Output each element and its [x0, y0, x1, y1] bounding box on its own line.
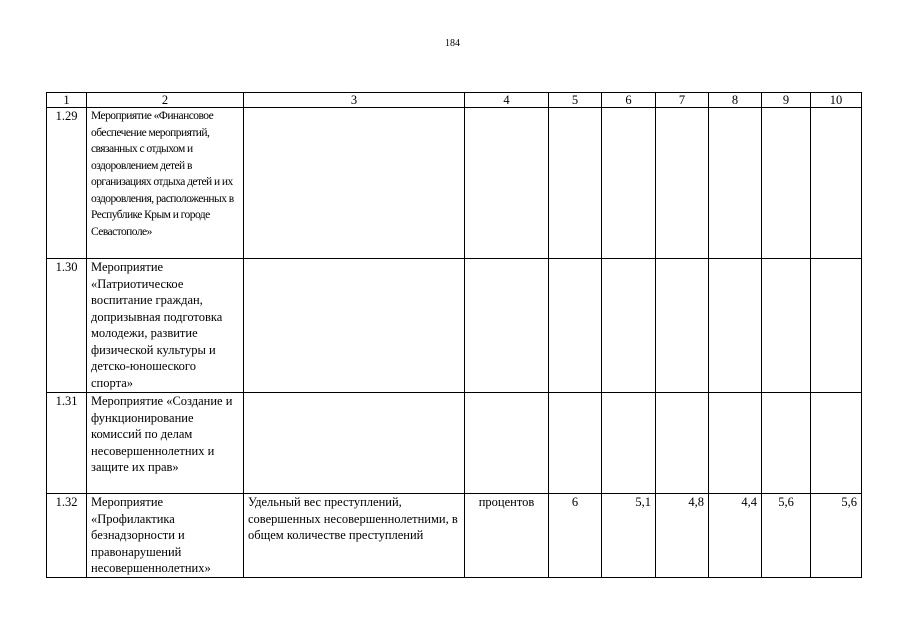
col-header: 9 — [762, 93, 811, 108]
value-cell — [811, 108, 862, 259]
col-header: 6 — [602, 93, 656, 108]
value-cell — [549, 393, 602, 494]
unit-cell — [465, 393, 549, 494]
indicator-cell: Удельный вес преступлений, совершенных несовершеннолетними, в общем количестве преступлений — [244, 494, 465, 578]
table-row — [47, 393, 862, 494]
value-cell — [709, 393, 762, 494]
table-row — [47, 259, 862, 393]
value-cell — [656, 108, 709, 259]
value-cell — [602, 393, 656, 494]
activity-cell: Мероприятие «Создание и функционирование комиссий по делам несовершеннолетних и защите их прав» — [87, 393, 244, 494]
unit-cell — [465, 108, 549, 259]
indicator-table — [46, 92, 862, 578]
indicator-cell — [244, 108, 465, 259]
col-header: 8 — [709, 93, 762, 108]
activity-cell: Мероприятие «Профилактика безнадзорности и правонарушений несовершеннолетних» — [87, 494, 244, 578]
value-cell — [762, 393, 811, 494]
col-header: 10 — [811, 93, 862, 108]
col-header: 2 — [87, 93, 244, 108]
row-number: 1.32 — [47, 494, 87, 578]
unit-cell — [465, 259, 549, 393]
column-number-row — [47, 93, 862, 108]
row-number: 1.30 — [47, 259, 87, 393]
value-cell — [549, 259, 602, 393]
value-cell — [656, 393, 709, 494]
value-cell — [602, 108, 656, 259]
indicator-cell — [244, 393, 465, 494]
value-cell — [762, 108, 811, 259]
table-row — [47, 108, 862, 259]
value-cell — [762, 259, 811, 393]
unit-cell: процентов — [465, 494, 549, 578]
value-cell: 5,1 — [602, 494, 656, 578]
col-header: 7 — [656, 93, 709, 108]
table-row — [47, 494, 862, 578]
col-header: 1 — [47, 93, 87, 108]
row-number: 1.31 — [47, 393, 87, 494]
value-cell — [549, 108, 602, 259]
indicator-cell — [244, 259, 465, 393]
value-cell — [656, 259, 709, 393]
col-header: 5 — [549, 93, 602, 108]
value-cell — [811, 393, 862, 494]
value-cell — [709, 259, 762, 393]
col-header: 4 — [465, 93, 549, 108]
value-cell — [811, 259, 862, 393]
value-cell: 5,6 — [811, 494, 862, 578]
activity-cell: Мероприятие «Финансовое обеспечение мероприятий, связанных с отдыхом и оздоровлением детей в организациях отдыха детей и их оздоровления, расположенных в Республике Крым и городе Севастополе» — [87, 108, 244, 259]
value-cell — [602, 259, 656, 393]
value-cell: 4,8 — [656, 494, 709, 578]
col-header: 3 — [244, 93, 465, 108]
row-number: 1.29 — [47, 108, 87, 259]
value-cell: 4,4 — [709, 494, 762, 578]
value-cell — [709, 108, 762, 259]
page-number: 184 — [445, 38, 460, 49]
value-cell: 6 — [549, 494, 602, 578]
activity-cell: Мероприятие «Патриотическое воспитание граждан, допризывная подготовка молодежи, развитие физической культуры и детско-юношеского спорта» — [87, 259, 244, 393]
value-cell: 5,6 — [762, 494, 811, 578]
